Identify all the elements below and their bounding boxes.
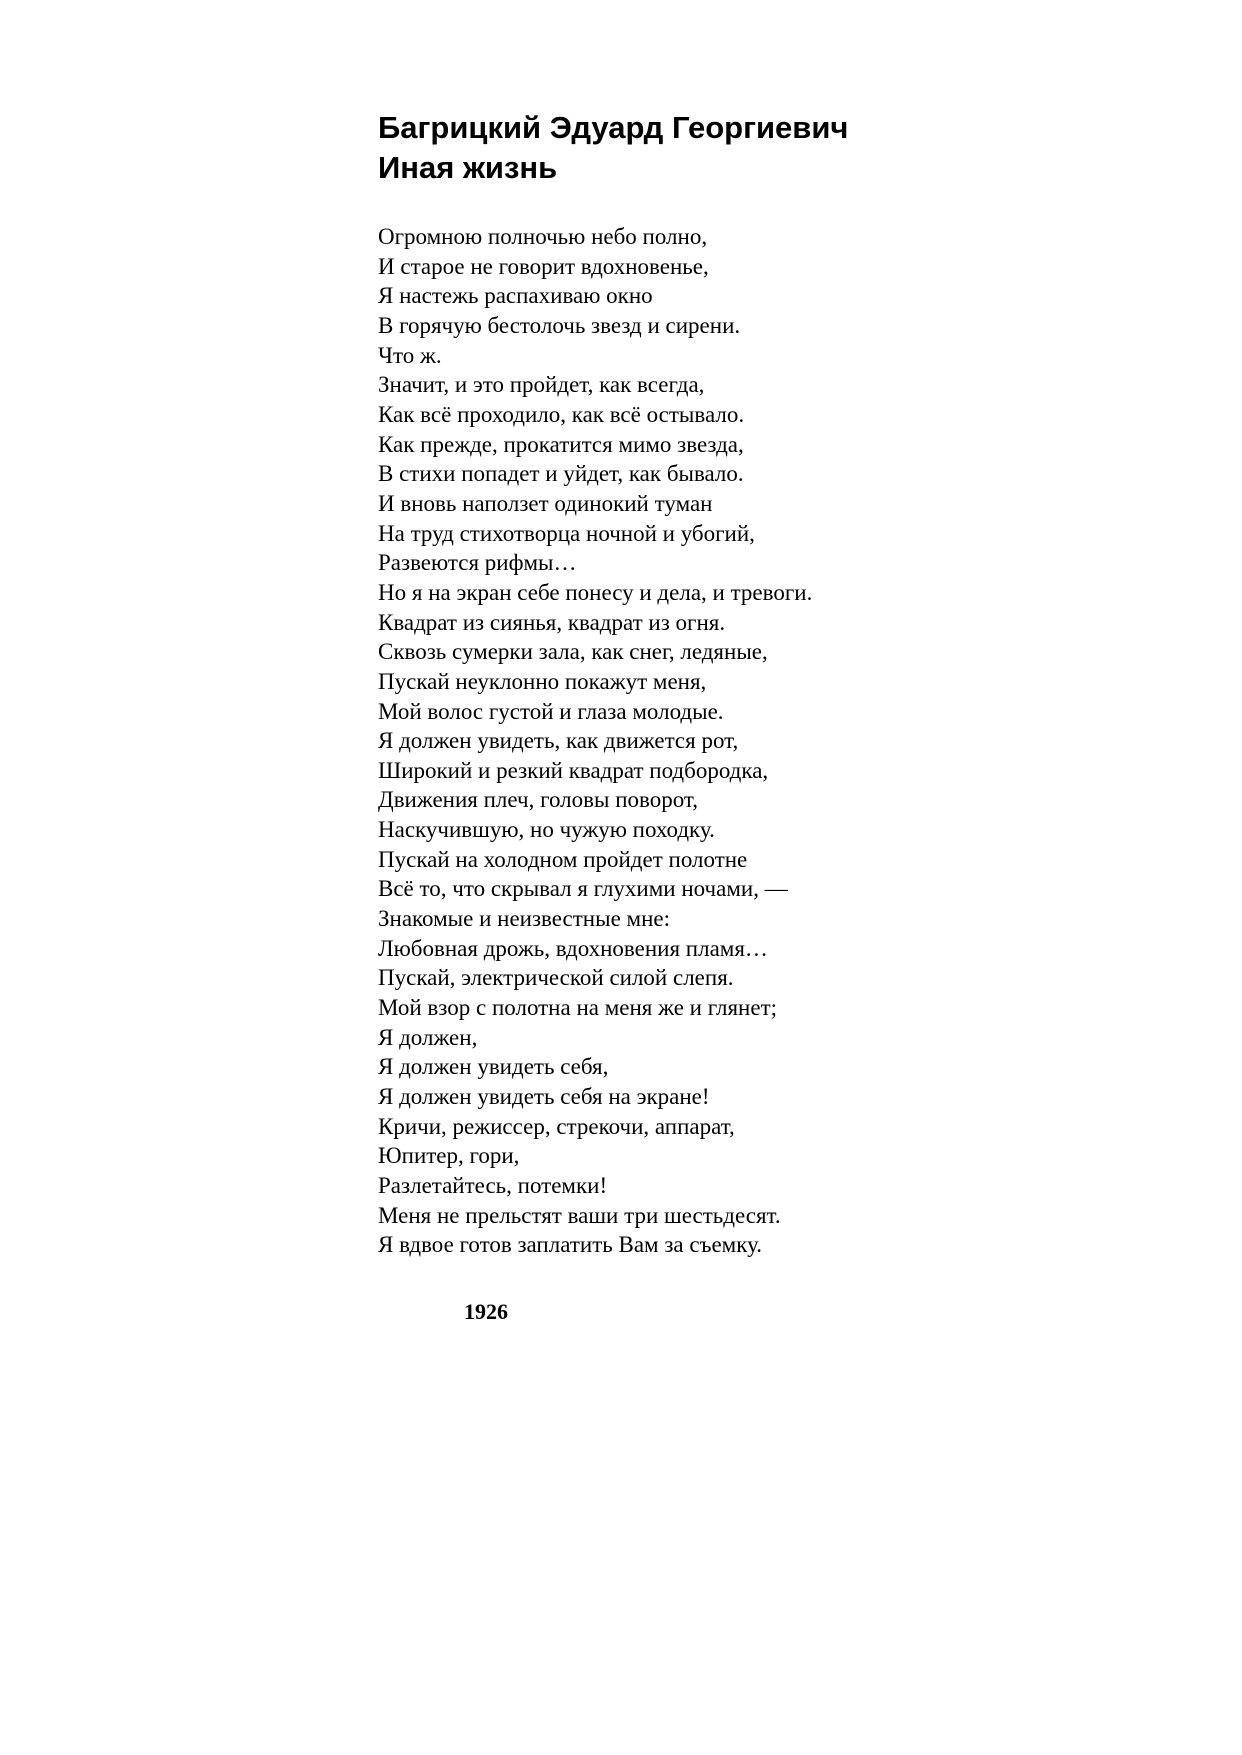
poem-line: В горячую бестолочь звезд и сирени.	[378, 312, 741, 338]
poem-line: Как прежде, прокатится мимо звезда,	[378, 431, 744, 457]
poem-line: Меня не прельстят ваши три шестьдесят.	[378, 1202, 781, 1228]
poem-line: Пускай, электрической силой слепя.	[378, 965, 734, 991]
poem-line: Я должен увидеть себя,	[378, 1054, 609, 1080]
poem-line: На труд стихотворца ночной и убогий,	[378, 520, 755, 546]
poem-line: Наскучившую, но чужую походку.	[378, 817, 715, 843]
poem-line: Широкий и резкий квадрат подбородка,	[378, 757, 769, 783]
poem-body	[378, 222, 1198, 1260]
poem-line: Сквозь сумерки зала, как снег, ледяные,	[378, 639, 768, 665]
poem-line: Я должен увидеть, как движется рот,	[378, 728, 739, 754]
author-name: Багрицкий Эдуард Георгиевич	[378, 110, 849, 145]
poem-line: В стихи попадет и уйдет, как бывало.	[378, 461, 744, 487]
poem-line: Пускай неуклонно покажут меня,	[378, 668, 707, 694]
poem-line: Разлетайтесь, потемки!	[378, 1173, 608, 1198]
poem-year: 1926	[464, 1299, 508, 1324]
poem-line: Мой волос густой и глаза молодые.	[378, 698, 724, 724]
poem-line: И вновь наползет одинокий туман	[378, 490, 713, 516]
poem-line: И старое не говорит вдохновенье,	[378, 253, 709, 279]
poem-line: Значит, и это пройдет, как всегда,	[378, 372, 705, 398]
poem-line: Мой взор с полотна на меня же и глянет;	[378, 995, 778, 1021]
document-header	[378, 108, 1178, 188]
poem-line: Пускай на холодном пройдет полотне	[378, 846, 748, 872]
poem-line: Я должен увидеть себя на экране!	[378, 1084, 710, 1110]
poem-line: Любовная дрожь, вдохновения пламя…	[378, 935, 768, 961]
poem-line: Кричи, режиссер, стрекочи, аппарат,	[378, 1113, 735, 1139]
poem-line: Огромною полночью небо полно,	[378, 224, 708, 249]
poem-line: Как всё проходило, как всё остывало.	[378, 401, 745, 427]
poem-line: Движения плеч, головы поворот,	[378, 787, 698, 813]
poem-line: Квадрат из сиянья, квадрат из огня.	[378, 609, 726, 635]
poem-line: Юпитер, гори,	[378, 1143, 520, 1169]
poem-line: Я должен,	[378, 1024, 478, 1050]
poem-line: Знакомые и неизвестные мне:	[378, 906, 670, 932]
poem-line: Всё то, что скрывал я глухими ночами, —	[378, 876, 788, 902]
poem-line: Что ж.	[378, 342, 442, 368]
poem-title: Иная жизнь	[378, 150, 558, 185]
poem-line: Но я на экран себе понесу и дела, и тревоги.	[378, 579, 813, 605]
poem-line: Я настежь распахиваю окно	[378, 283, 653, 309]
poem-line: Развеются рифмы…	[378, 550, 577, 576]
poem-line: Я вдвое готов заплатить Вам за съемку.	[378, 1232, 763, 1258]
